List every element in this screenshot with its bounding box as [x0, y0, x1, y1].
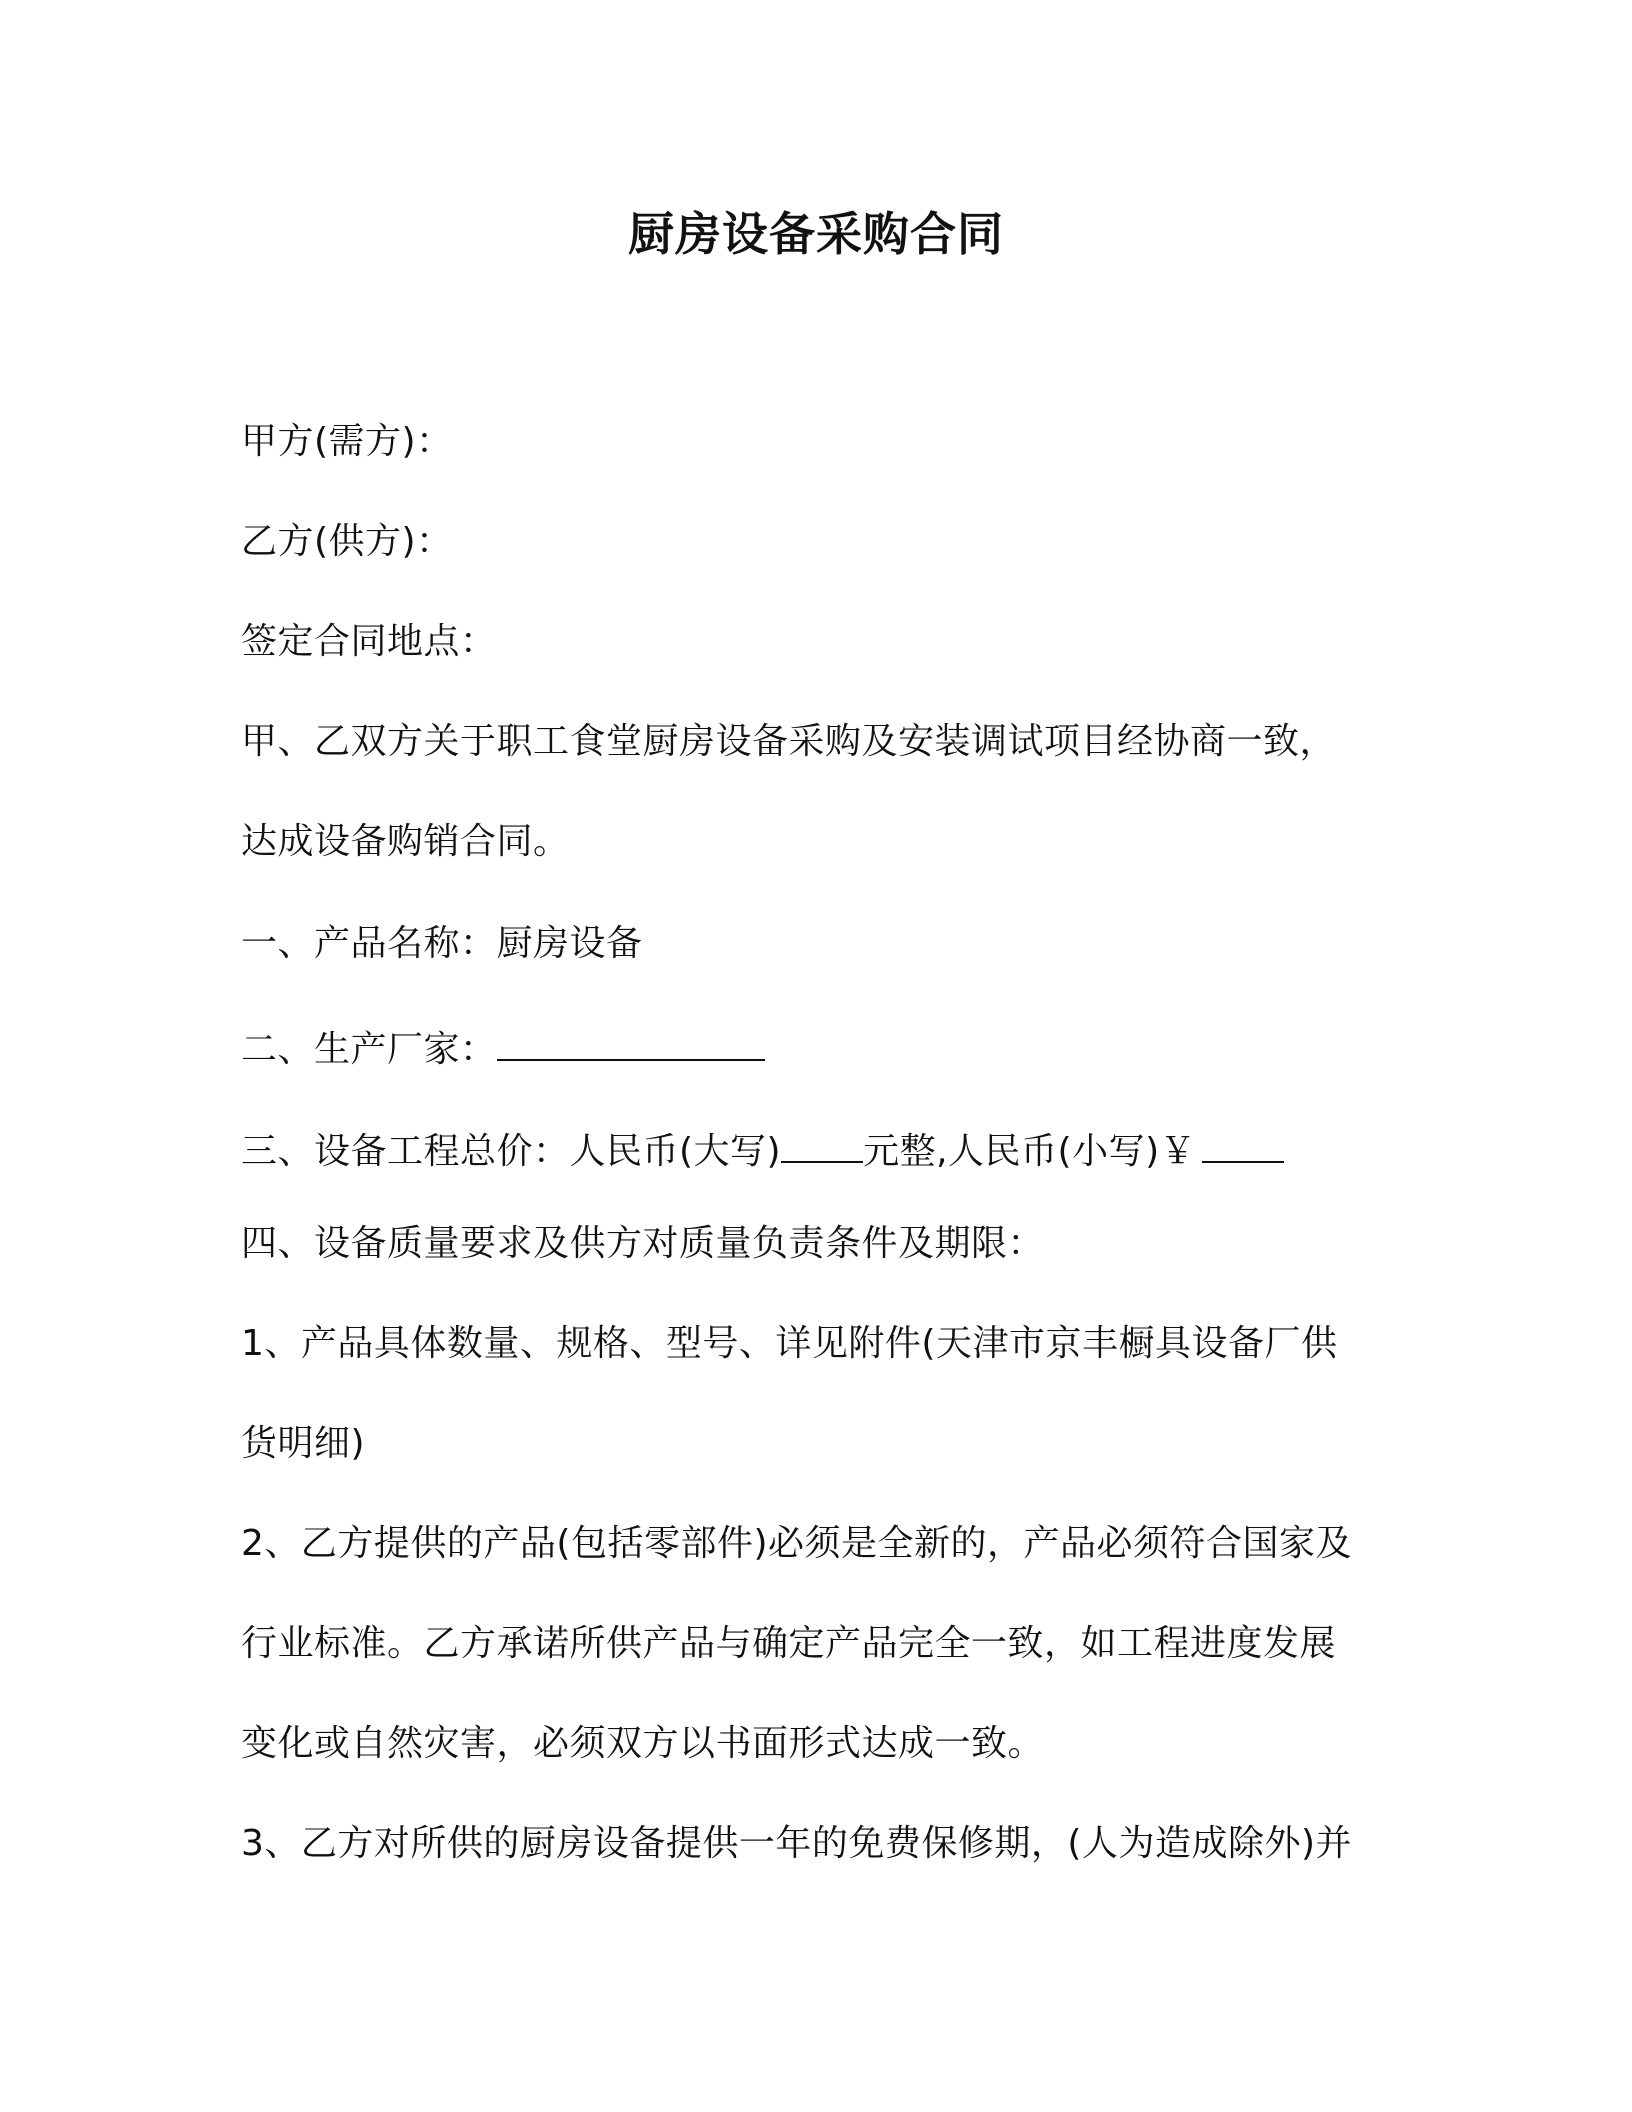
item-manufacturer	[241, 1025, 1401, 1072]
price-mid-label: 元整,人民币(小写)￥	[863, 1131, 1197, 1172]
price-label: 三、设备工程总价：人民币(大写)	[241, 1131, 782, 1172]
party-b-line: 乙方(供方)：	[241, 521, 453, 562]
intro-line-1: 甲、乙双方关于职工食堂厨房设备采购及安装调试项目经协商一致，	[241, 721, 1337, 762]
item-total-price	[241, 1127, 1401, 1174]
intro-line-2: 达成设备购销合同。	[241, 821, 570, 862]
clause-2-line-3: 变化或自然灾害，必须双方以书面形式达成一致。	[241, 1723, 1045, 1764]
document-title: 厨房设备采购合同	[628, 207, 1004, 261]
item-quality-requirements: 四、设备质量要求及供方对质量负责条件及期限：	[241, 1223, 1045, 1264]
party-a-line: 甲方(需方)：	[241, 421, 453, 462]
item-product-name: 一、产品名称：厨房设备	[241, 923, 643, 964]
price-uppercase-blank	[781, 1127, 863, 1163]
signing-place-line: 签定合同地点：	[241, 621, 497, 662]
manufacturer-blank	[497, 1025, 765, 1061]
price-lowercase-blank	[1202, 1127, 1284, 1163]
item-manufacturer-label: 二、生产厂家：	[241, 1029, 497, 1070]
clause-1-line-2: 货明细)	[241, 1423, 366, 1464]
clause-3-line-1: 3、乙方对所供的厨房设备提供一年的免费保修期，(人为造成除外)并	[241, 1823, 1352, 1864]
clause-1-line-1: 1、产品具体数量、规格、型号、详见附件(天津市京丰橱具设备厂供	[241, 1323, 1338, 1364]
clause-2-line-2: 行业标准。乙方承诺所供产品与确定产品完全一致，如工程进度发展	[241, 1623, 1337, 1664]
clause-2-line-1: 2、乙方提供的产品(包括零部件)必须是全新的，产品必须符合国家及	[241, 1523, 1352, 1564]
